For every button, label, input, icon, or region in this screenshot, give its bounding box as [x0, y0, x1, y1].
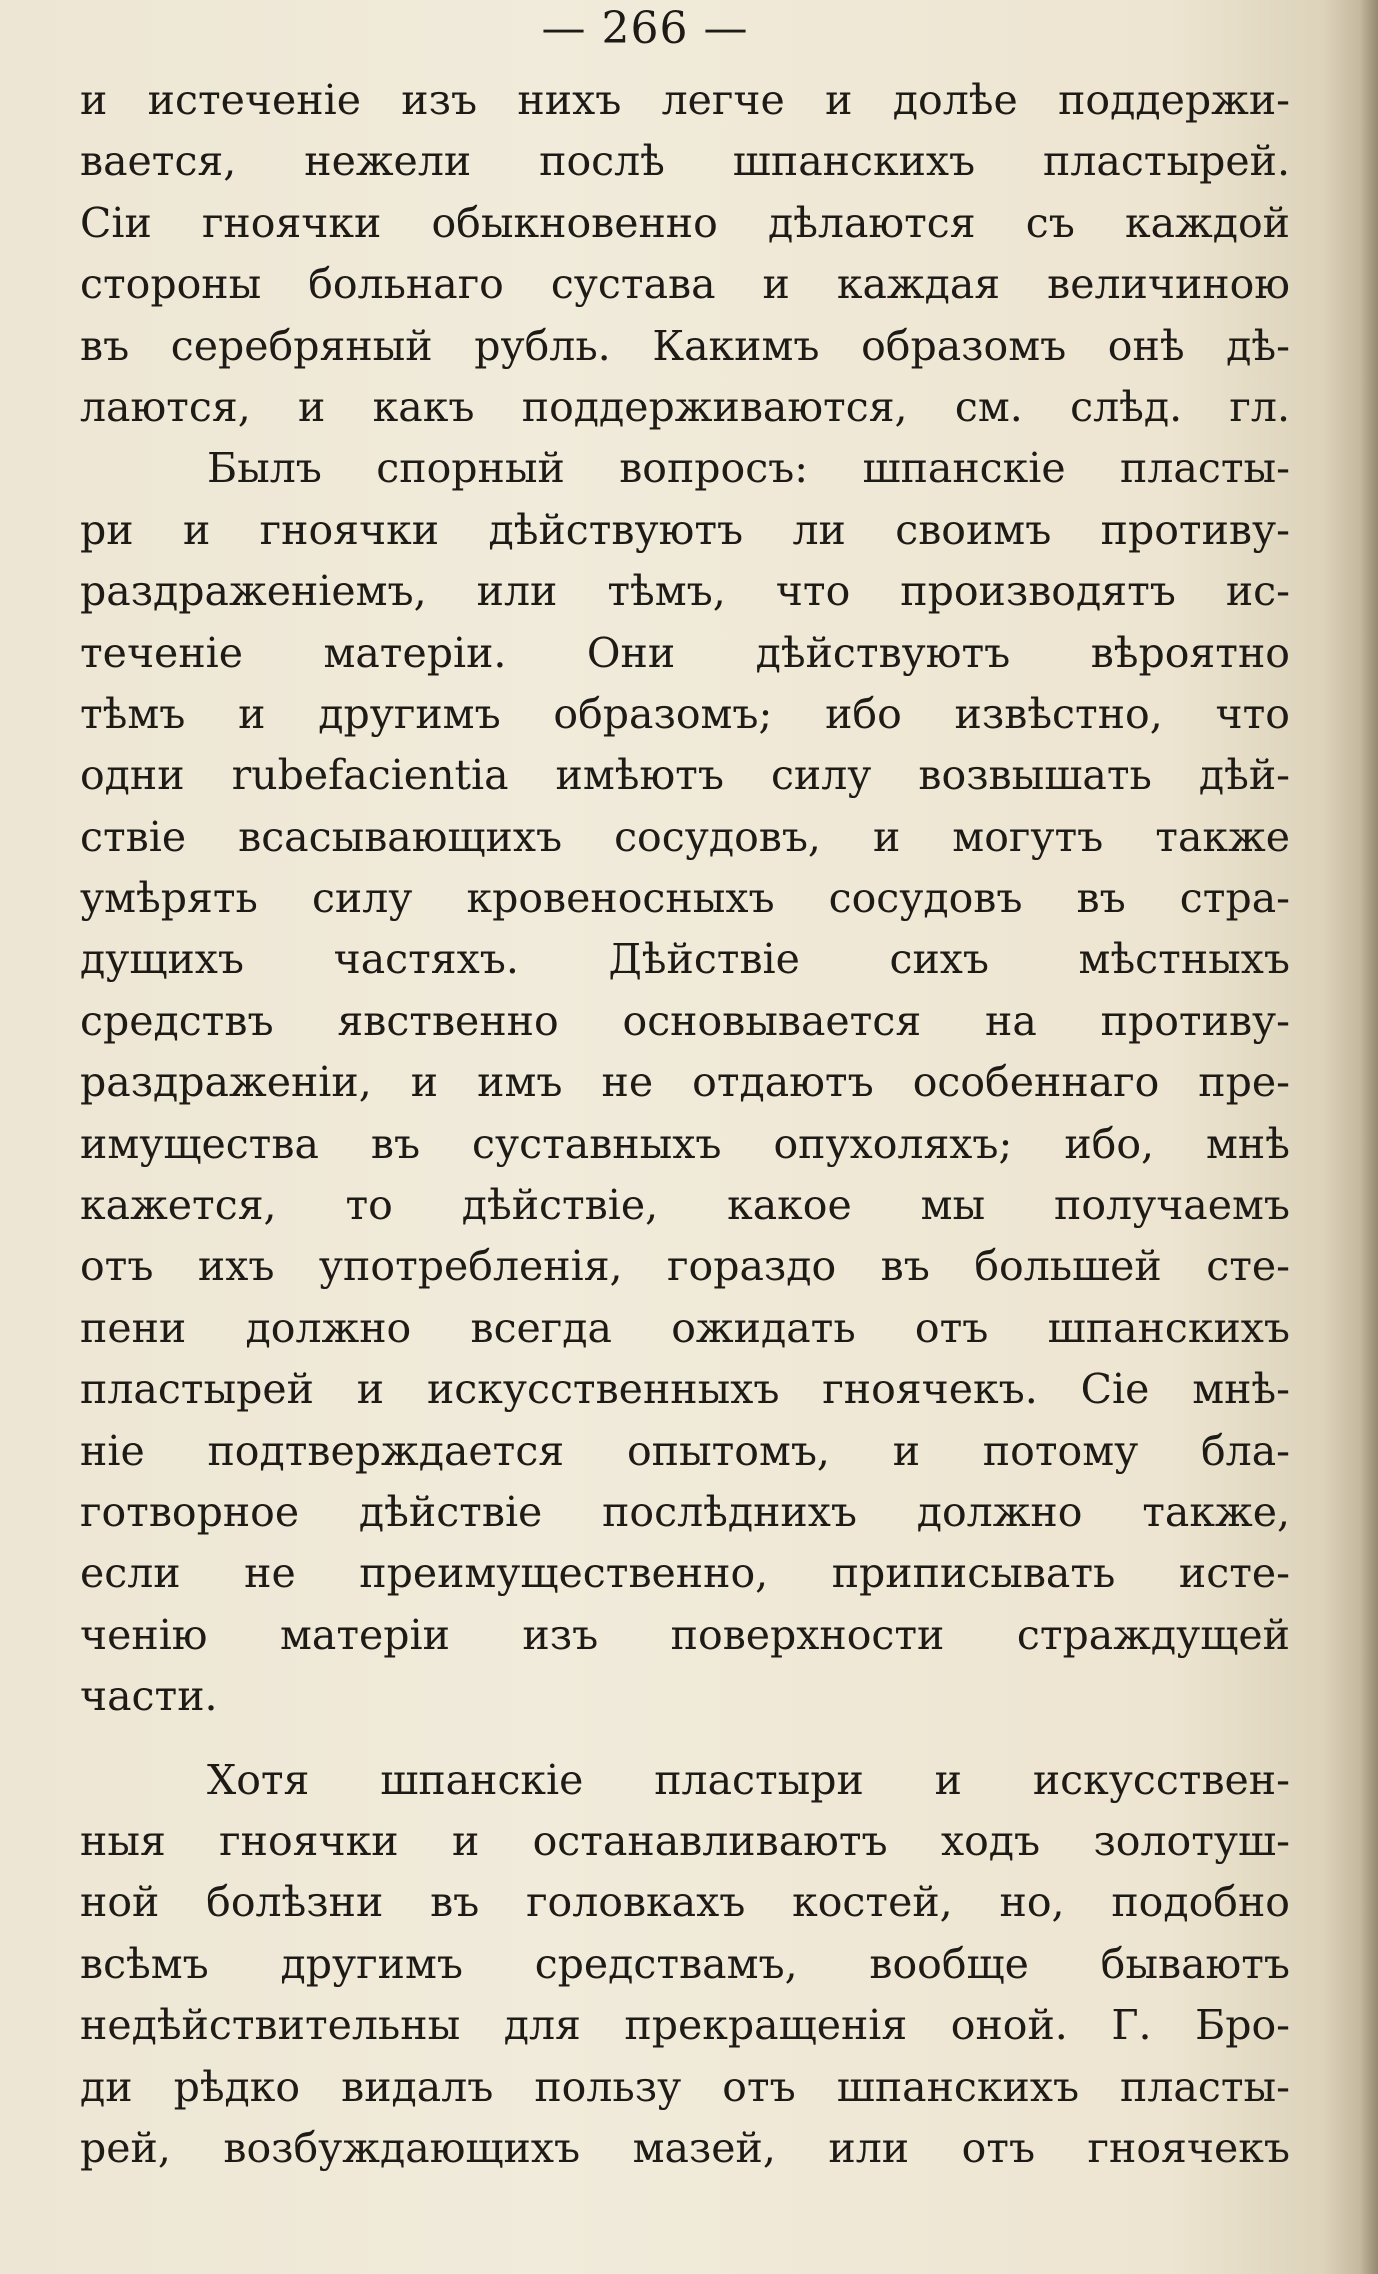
text-line: вается, нежели послѣ шпанскихъ пластырей.	[80, 137, 1290, 186]
body-text	[80, 70, 1290, 2179]
paragraph-3	[80, 1750, 1290, 2180]
text-line: въ серебряный рубль. Какимъ образомъ онѣ дѣ-	[80, 321, 1290, 370]
text-line: отъ ихъ употребленія, гораздо въ большей сте-	[80, 1242, 1290, 1291]
text-line: умѣрять силу кровеносныхъ сосудовъ въ стра-	[80, 874, 1290, 923]
text-line: кажется, то дѣйствіе, какое мы получаемъ	[80, 1181, 1290, 1230]
text-line: если не преимущественно, приписывать исте-	[80, 1549, 1290, 1598]
text-line: средствъ явственно основывается на противу-	[80, 996, 1290, 1045]
text-line: готворное дѣйствіе послѣднихъ должно также,	[80, 1487, 1290, 1536]
text-line: стороны больнаго сустава и каждая величиною	[80, 260, 1290, 309]
text-line: ніе подтверждается опытомъ, и потому бла-	[80, 1426, 1290, 1475]
text-line: пластырей и искусственныхъ гноячекъ. Сіе мнѣ-	[80, 1365, 1290, 1414]
paragraph-1	[80, 70, 1290, 438]
text-line: раздраженіи, и имъ не отдаютъ особеннаго пре-	[80, 1058, 1290, 1107]
page-edge-shadow	[1360, 0, 1378, 2274]
paragraph-gap	[80, 1728, 1290, 1750]
text-line: Сіи гноячки обыкновенно дѣлаются съ каждой	[80, 198, 1290, 247]
text-line: раздраженіемъ, или тѣмъ, что производятъ ис-	[80, 567, 1290, 616]
text-line: ствіе всасывающихъ сосудовъ, и могутъ также	[80, 812, 1290, 861]
text-line: теченіе матеріи. Они дѣйствуютъ вѣроятно	[80, 628, 1290, 677]
text-line: части.	[80, 1672, 218, 1721]
text-line: имущества въ суставныхъ опухоляхъ; ибо, мнѣ	[80, 1119, 1290, 1168]
paragraph-2	[80, 438, 1290, 1727]
text-line: и истеченіе изъ нихъ легче и долѣе поддержи-	[80, 76, 1290, 124]
text-line: ри и гноячки дѣйствуютъ ли своимъ противу-	[80, 505, 1290, 554]
text-line: всѣмъ другимъ средствамъ, вообще бываютъ	[80, 1939, 1290, 1988]
text-line: ди рѣдко видалъ пользу отъ шпанскихъ пласты-	[80, 2062, 1290, 2111]
page-number: — 266 —	[541, 3, 749, 54]
text-line: рей, возбуждающихъ мазей, или отъ гноячекъ	[80, 2123, 1290, 2172]
text-line: недѣйствительны для прекращенія оной. Г. Бро-	[80, 2001, 1290, 2050]
text-line: одни rubefacientia имѣютъ силу возвышать дѣй-	[80, 751, 1290, 800]
text-line: пени должно всегда ожидать отъ шпанскихъ	[80, 1303, 1290, 1352]
text-line: Хотя шпанскіе пластыри и искусствен-	[207, 1755, 1290, 1804]
text-line: ченію матеріи изъ поверхности страждущей	[80, 1610, 1290, 1659]
text-line: тѣмъ и другимъ образомъ; ибо извѣстно, что	[80, 689, 1290, 738]
text-line: Былъ спорный вопросъ: шпанскіе пласты-	[207, 444, 1290, 493]
text-line: ной болѣзни въ головкахъ костей, но, подобно	[80, 1878, 1290, 1927]
text-line: ныя гноячки и останавливаютъ ходъ золотуш-	[80, 1816, 1290, 1865]
text-line: дущихъ частяхъ. Дѣйствіе сихъ мѣстныхъ	[80, 935, 1290, 984]
text-line: лаются, и какъ поддерживаются, см. слѣд. гл.	[80, 382, 1290, 431]
